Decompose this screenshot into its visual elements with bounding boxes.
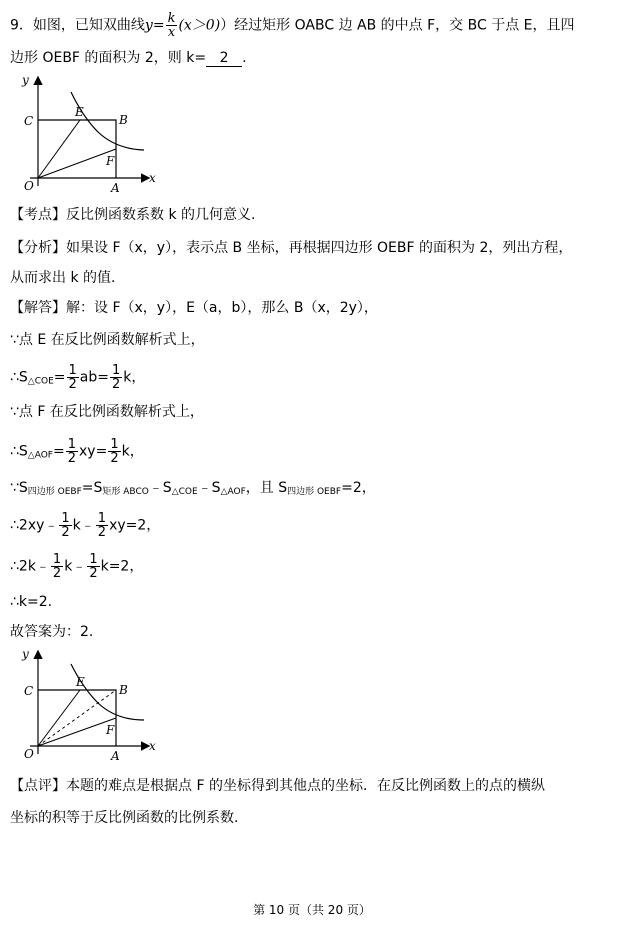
kaodian-text: 反比例函数系数 k 的几何意义. [66,207,256,223]
jieda-line-7 [10,512,160,539]
segment-of [38,718,116,746]
answer-line [10,622,93,642]
step4-prefix: ∴S [10,443,28,460]
step7-b: k﹣ [64,558,87,575]
half-num: 1 [110,437,119,452]
step2-end: k， [123,369,146,386]
half-fraction [66,438,78,465]
jieda-step-3: ∵点 F 在反比例函数解析式上， [10,404,204,420]
step4-eq: = [52,443,65,460]
fenxi-text-2: 从而求出 k 的值. [10,270,116,286]
segment-of [38,149,116,178]
jieda-line-3 [10,364,145,392]
function-condition: (x＞0) [178,17,221,34]
half-den: 2 [67,451,76,466]
half-den: 2 [112,377,121,392]
label-a: A [111,181,120,195]
question-text-1: 如图，已知双曲线 [32,17,145,34]
step5-d: ﹣S [197,480,221,496]
step7-a: ∴2k﹣ [10,558,50,575]
half-num: 1 [61,511,70,526]
half-num: 1 [68,363,77,378]
page-footer: 第 10 页（共 20 页） [253,903,371,917]
question-line-2 [10,48,247,68]
fenxi-text: 如果设 F（x，y），表示点 B 坐标，再根据四边形 OEBF 的面积为 2，列出方程， [66,240,573,256]
label-y: y [22,647,29,661]
label-f: F [106,154,115,168]
question-text-2: ）经过矩形 OABC 边 AB 的中点 F，交 BC 于点 E，且四 [220,17,575,34]
step4-mid: xy= [79,443,108,460]
step4-sub: △AOF [27,450,53,461]
step6-b: k﹣ [72,517,95,534]
dianping-line-1 [10,776,545,796]
step5-sub3: △COE [171,487,198,497]
half-den: 2 [97,525,107,540]
half-den: 2 [52,566,62,581]
question-line-1 [10,12,575,39]
half-den: 2 [110,451,119,466]
label-c: C [24,114,34,128]
dianping-line-2 [10,808,238,828]
fenxi-tag: 【分析】 [10,240,66,256]
half-den: 2 [61,525,70,540]
question-number: 9． [10,17,33,34]
function-y-eq: y= [144,17,165,34]
jieda-step-1: ∵点 E 在反比例函数解析式上， [10,332,205,348]
label-f: F [106,723,115,737]
label-x: x [149,171,156,185]
jieda-line-9 [10,592,52,612]
label-b: B [119,683,128,697]
step5-sub2: 矩形 ABCO [102,487,149,497]
hyperbola-curve [71,92,144,150]
fenxi-line-2 [10,268,115,288]
step6-a: ∴2xy﹣ [10,517,59,534]
jieda-text: 解：设 F（x，y），E（a，b），那么 B（x，2y）， [66,300,378,316]
kaodian-tag: 【考点】 [10,207,66,223]
half-fraction [96,512,108,539]
segment-oe [38,120,80,178]
function-fraction [166,12,178,39]
half-num: 1 [52,552,62,567]
jieda-line-6 [10,478,376,502]
answer-text: 故答案为：2. [10,624,94,640]
fenxi-line-1 [10,238,572,258]
segment-oe [38,690,80,746]
figure-1 [8,72,158,197]
label-o: O [24,747,34,761]
jieda-line-1 [10,298,378,318]
step5-f: =2， [341,480,376,496]
answer-blank: 2 [206,50,242,67]
label-x: x [149,739,156,753]
half-fraction [67,364,79,391]
step2-eq: = [53,369,66,386]
half-fraction [87,553,99,580]
dianping-text-2: 坐标的积等于反比例函数的比例系数. [10,810,239,826]
fraction-denominator: x [167,25,176,40]
step8: ∴k=2. [10,594,53,610]
question-text-4: . [242,50,247,66]
step5-sub1: 四边形 OEBF [27,487,82,497]
segment-ob-dashed [38,690,116,746]
step5-a: ∵S [10,480,28,496]
step5-e: ，且 S [245,480,288,496]
question-text-3: 边形 OEBF 的面积为 2，则 k= [10,50,207,66]
half-fraction [59,512,71,539]
dianping-text: 本题的难点是根据点 F 的坐标得到其他点的坐标．在反比例函数上的点的横纵 [66,778,545,794]
label-c: C [24,684,34,698]
step6-c: xy=2， [109,517,161,534]
jieda-tag: 【解答】 [10,300,66,316]
half-num: 1 [97,511,107,526]
hyperbola-curve [71,664,144,720]
rectangle-oabc [38,120,116,178]
fraction-numerator: k [167,11,176,26]
label-o: O [24,179,34,193]
step2-prefix: ∴S [10,369,28,386]
step7-c: k=2， [100,558,144,575]
dianping-tag: 【点评】 [10,778,66,794]
jieda-line-2 [10,330,205,350]
step5-b: =S [81,480,103,496]
step5-sub4: △AOF [220,487,246,497]
half-fraction [110,364,122,391]
label-a: A [111,749,120,763]
half-fraction [51,553,63,580]
step2-sub: △COE [27,376,54,387]
kaodian-line [10,205,255,225]
label-y: y [22,73,29,87]
step5-c: ﹣S [148,480,172,496]
step2-mid: ab= [79,369,109,386]
jieda-line-5 [10,438,144,466]
half-num: 1 [112,363,121,378]
jieda-line-8 [10,553,143,580]
step5-sub5: 四边形 OEBF [287,487,342,497]
half-num: 1 [89,552,98,567]
label-e: E [76,675,85,689]
step4-end: k， [121,443,144,460]
half-num: 1 [67,437,76,452]
label-b: B [119,113,128,127]
half-den: 2 [68,377,77,392]
half-den: 2 [89,566,98,581]
label-e: E [75,105,84,119]
half-fraction [108,438,120,465]
jieda-line-4 [10,402,204,422]
figure-2 [8,646,158,764]
